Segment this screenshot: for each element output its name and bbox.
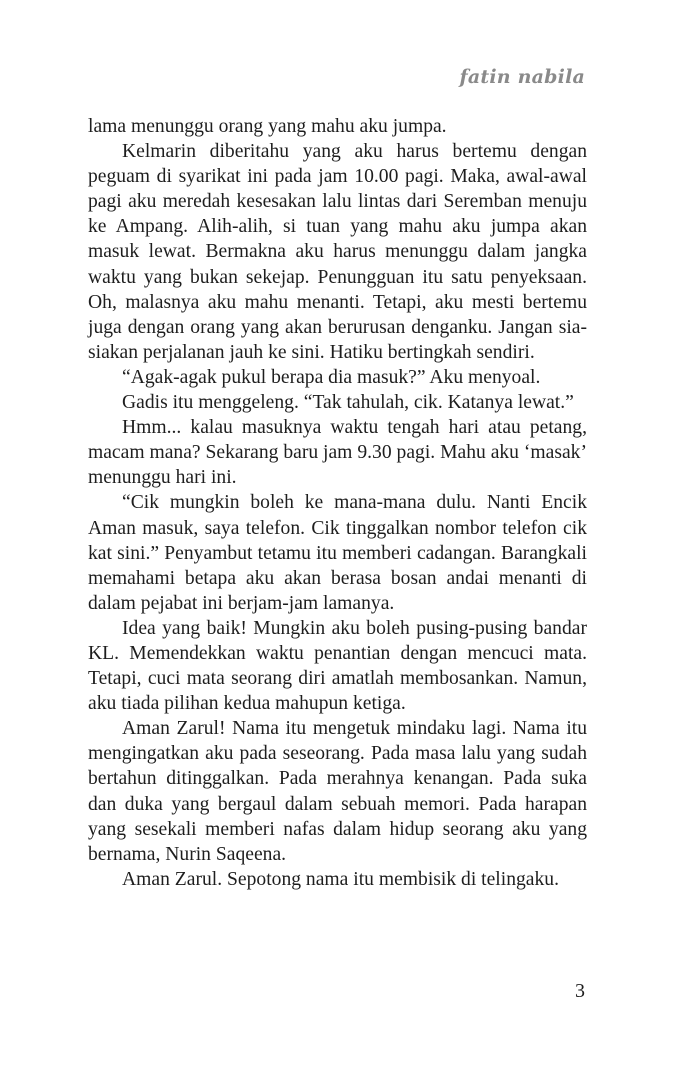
body-text — [88, 114, 587, 892]
paragraph: Hmm... kalau masuknya waktu tengah hari atau petang, macam mana? Sekarang baru jam 9.30 pagi. Mahu aku ‘masak’ menunggu hari ini. — [88, 417, 587, 489]
running-header: fatin nabila — [459, 66, 585, 88]
paragraph: “Agak-agak pukul berapa dia masuk?” Aku menyoal. — [122, 366, 541, 388]
page-number: 3 — [575, 980, 585, 1002]
paragraph: Idea yang baik! Mungkin aku boleh pusing-pusing bandar KL. Memendekkan waktu penantian dengan mencuci mata. Tetapi, cuci mata seorang diri amatlah membosankan. Namun, aku tiada pilihan kedua mahupun ketiga. — [88, 617, 587, 715]
paragraph: Aman Zarul. Sepotong nama itu membisik di telingaku. — [122, 868, 559, 890]
paragraph: Aman Zarul! Nama itu mengetuk mindaku lagi. Nama itu mengingatkan aku pada seseorang. Pada masa lalu yang sudah bertahun ditinggalkan. Pada merahnya kenangan. Pada suka dan duka yang bergaul dalam sebuah memori. Pada harapan yang sesekali memberi nafas dalam hidup seorang aku yang bernama, Nurin Saqeena. — [88, 718, 587, 865]
paragraph: Gadis itu menggeleng. “Tak tahulah, cik. Katanya lewat.” — [122, 392, 574, 414]
paragraph: lama menunggu orang yang mahu aku jumpa. — [88, 116, 447, 137]
paragraph: “Cik mungkin boleh ke mana-mana dulu. Nanti Encik Aman masuk, saya telefon. Cik tinggalkan nombor telefon cik kat sini.” Penyambut tetamu itu memberi cadangan. Barangkali memahami betapa aku akan berasa bosan andai menanti di dalam pejabat ini berjam-jam lamanya. — [88, 492, 587, 614]
paragraph: Kelmarin diberitahu yang aku harus bertemu dengan peguam di syarikat ini pada jam 10.00 pagi. Maka, awal-awal pagi aku meredah kesesakan lalu lintas dari Seremban menuju ke Ampang. Alih-alih, si tuan yang mahu aku jumpa akan masuk lewat. Bermakna aku harus menunggu dalam jangka waktu yang bukan sekejap. Penungguan itu satu penyeksaan. Oh, malasnya aku mahu menanti. Tetapi, aku mesti bertemu juga dengan orang yang akan berurusan denganku. Jangan sia-siakan perjalanan jauh ke sini. Hatiku bertingkah sendiri. — [88, 141, 587, 363]
